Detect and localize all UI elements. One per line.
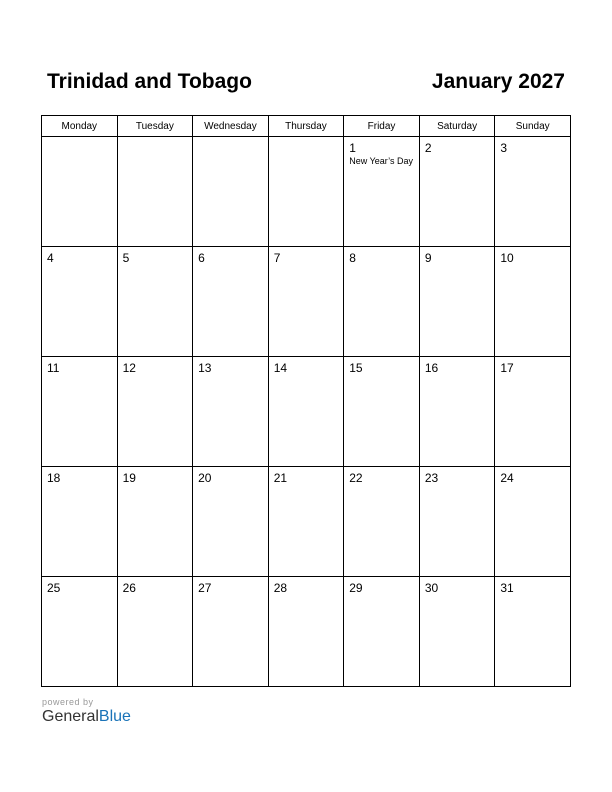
day-cell: [193, 577, 269, 687]
day-number: 28: [273, 581, 288, 595]
empty-day-cell: [42, 137, 118, 247]
day-number: 17: [500, 361, 514, 375]
weekday-friday: Friday: [344, 116, 420, 137]
brand-blue: Blue: [98, 708, 131, 725]
day-number: 22: [349, 471, 363, 485]
day-cell: [117, 467, 193, 577]
day-cell: [268, 467, 344, 577]
week-row: [42, 247, 571, 357]
day-number: 24: [500, 471, 514, 485]
day-number: 27: [198, 581, 212, 595]
day-cell: [117, 577, 193, 687]
weekday-tuesday: Tuesday: [117, 116, 193, 137]
weekday-wednesday: Wednesday: [193, 116, 269, 137]
day-number: 11: [47, 361, 60, 375]
day-number: 29: [349, 581, 363, 595]
empty-day-cell: [268, 137, 344, 247]
day-number: 9: [424, 251, 432, 265]
day-cell: [344, 577, 420, 687]
weekday-thursday: Thursday: [268, 116, 344, 137]
week-row: [42, 577, 571, 687]
day-cell: [42, 357, 118, 467]
day-number: 6: [198, 251, 205, 265]
country-title: Trinidad and Tobago: [47, 70, 252, 93]
day-cell: [344, 467, 420, 577]
day-cell: [495, 467, 571, 577]
calendar-grid: [41, 115, 571, 687]
day-number: 15: [349, 361, 363, 375]
day-cell: [117, 357, 193, 467]
week-row: [42, 357, 571, 467]
day-cell: [419, 577, 495, 687]
day-number: 26: [122, 581, 136, 595]
day-cell: [344, 357, 420, 467]
day-cell: [495, 577, 571, 687]
day-number: 23: [424, 471, 439, 485]
day-number: 21: [273, 471, 288, 485]
day-number: 4: [47, 251, 54, 265]
weekday-monday: Monday: [42, 116, 118, 137]
day-number: 16: [424, 361, 439, 375]
week-row: [42, 467, 571, 577]
day-number: 13: [198, 361, 212, 375]
calendar-header: [47, 70, 565, 100]
brand-general: General: [42, 708, 99, 725]
day-number: 7: [273, 251, 281, 265]
empty-day-cell: [193, 137, 269, 247]
weekday-sunday: Sunday: [495, 116, 571, 137]
day-number: 30: [424, 581, 439, 595]
day-cell: [193, 467, 269, 577]
day-number: 18: [47, 471, 61, 485]
day-number: 25: [47, 581, 61, 595]
footer: [42, 697, 131, 726]
day-number: 2: [424, 141, 432, 155]
day-cell: [268, 577, 344, 687]
weekday-header-row: [42, 116, 571, 137]
day-cell: [419, 467, 495, 577]
day-cell: [419, 137, 495, 247]
day-number: 19: [122, 471, 136, 485]
day-number: 1: [349, 141, 356, 155]
day-number: 14: [273, 361, 288, 375]
day-number: 8: [349, 251, 356, 265]
holiday-label: New Year’s Day: [349, 156, 413, 166]
day-cell: [42, 577, 118, 687]
day-cell: [495, 357, 571, 467]
day-cell: [193, 357, 269, 467]
day-cell: [268, 357, 344, 467]
day-cell: [495, 247, 571, 357]
day-cell: [495, 137, 571, 247]
day-cell: [193, 247, 269, 357]
day-cell: [419, 247, 495, 357]
weekday-saturday: Saturday: [419, 116, 495, 137]
month-title: January 2027: [431, 70, 565, 93]
empty-day-cell: [117, 137, 193, 247]
day-number: 10: [500, 251, 514, 265]
day-number: 3: [500, 141, 508, 155]
week-row: [42, 137, 571, 247]
day-number: 20: [198, 471, 212, 485]
day-cell: [42, 467, 118, 577]
day-cell: [419, 357, 495, 467]
day-cell: [42, 247, 118, 357]
day-number: 31: [500, 581, 514, 595]
powered-by-text: powered by: [42, 697, 94, 707]
day-number: 5: [122, 251, 130, 265]
day-cell: [268, 247, 344, 357]
generalblue-logo[interactable]: [42, 708, 131, 726]
day-cell: [117, 247, 193, 357]
day-cell: [344, 247, 420, 357]
day-cell: [344, 137, 420, 247]
day-number: 12: [122, 361, 136, 375]
